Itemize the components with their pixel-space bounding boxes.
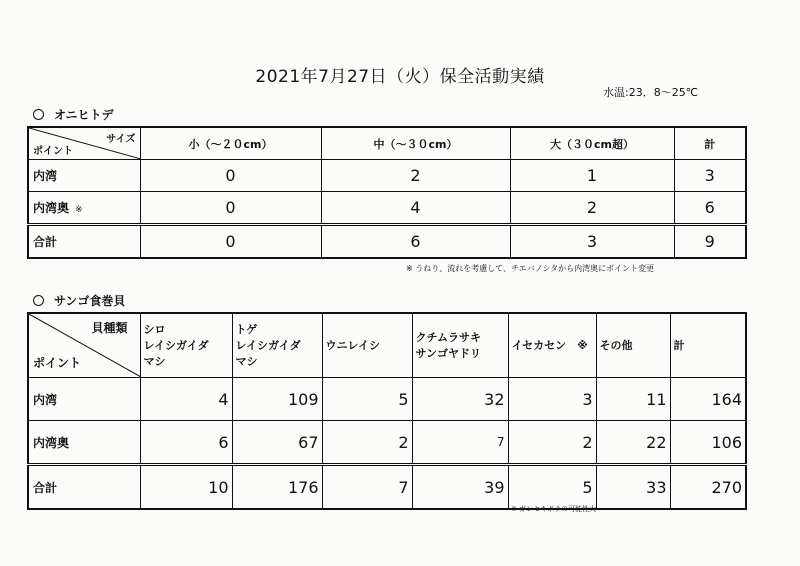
section-heading-coral-snails [33,292,125,309]
table-cell: 106 [670,421,746,465]
table-cell: 2 [508,421,596,465]
section1-note: ※ うねり、流れを考慮して、チエバノシタから内湾奥にポイント変更 [406,264,655,273]
row-label: 内湾 [28,160,140,192]
table-cell: 3 [508,378,596,421]
water-temperature: 水温:23．8～25℃ [603,86,699,99]
column-header [670,313,746,378]
header-line: クチムラサキ [415,330,481,344]
corner-top-label: 貝種類 [91,321,128,335]
header-line: その他 [599,338,633,352]
header-line: レイシガイダ [235,338,301,352]
table-cell: 22 [596,421,670,465]
corner-bottom-label: ポイント [33,356,82,370]
table-cell: 6 [140,421,232,465]
table-cell: 109 [232,378,322,421]
note-mark: ※ [75,205,83,215]
corner-bottom-label: ポイント [33,146,73,157]
row-label: 合計 [28,465,140,510]
table-cell: 10 [140,465,232,510]
table-cell: 5 [508,465,596,510]
circle-icon [33,295,44,306]
row-label: 内湾 [28,378,140,421]
table-cell: 7 [322,465,412,510]
header-line: ウニレイシ [325,338,380,352]
table-cell: 164 [670,378,746,421]
table-cell: 0 [140,192,321,225]
total-row [28,465,746,510]
table-cell: 6 [321,225,510,259]
table-cell: 7 [412,421,508,465]
header-line: トゲ [235,322,258,336]
column-header [596,313,670,378]
section-heading-crown-of-thorns [33,106,114,123]
total-row [28,225,746,259]
section2-heading: サンゴ食巻貝 [54,294,126,308]
table-cell: 1 [510,160,674,192]
table-cell: 3 [674,160,746,192]
table-cell: 6 [674,192,746,225]
row-label: 合計 [28,225,140,259]
table-cell: 2 [510,192,674,225]
table-cell: 39 [412,465,508,510]
table-cell: 4 [321,192,510,225]
table-cell: 9 [674,225,746,259]
corner-cell [28,313,140,378]
table-cell: 4 [140,378,232,421]
header-line: 計 [673,338,685,352]
table-header-row [28,127,746,160]
corner-top-label: サイズ [106,134,136,145]
column-header: 大（３０cm超） [510,127,674,160]
column-header [322,313,412,378]
table-row [28,192,746,225]
section1-heading: オニヒトデ [54,108,114,122]
table-cell: 3 [510,225,674,259]
header-line: マシ [235,354,258,368]
header-line: レイシガイダ [143,338,209,352]
row-label-text: 内湾奥 [33,201,70,215]
table-cell: 5 [322,378,412,421]
column-header [140,313,232,378]
page-title: 2021年7月27日（火）保全活動実績 [255,67,545,87]
column-header [508,313,596,378]
table-cell: 2 [321,160,510,192]
table-row [28,378,746,421]
table-cell: 0 [140,225,321,259]
circle-icon [33,109,44,120]
column-header [232,313,322,378]
column-header: 計 [674,127,746,160]
row-label [28,192,140,225]
section2-note: ※ ガンセキボラの可能性大 [511,505,597,513]
table-header-row [28,313,746,378]
table-cell: 67 [232,421,322,465]
header-line: サンゴヤドリ [415,346,481,360]
table-cell: 33 [596,465,670,510]
table-cell: 11 [596,378,670,421]
table-cell: 0 [140,160,321,192]
table-cell: 2 [322,421,412,465]
header-line: イセカセン ※ [511,338,588,352]
header-line: シロ [143,322,166,336]
corner-cell [28,127,140,160]
header-line: マシ [143,354,166,368]
table-row [28,160,746,192]
snail-table [27,312,747,510]
starfish-table [27,126,747,259]
column-header: 中（～３０cm） [321,127,510,160]
column-header [412,313,508,378]
table-cell: 176 [232,465,322,510]
table-cell: 270 [670,465,746,510]
table-cell: 32 [412,378,508,421]
row-label: 内湾奥 [28,421,140,465]
column-header: 小（～２０cm） [140,127,321,160]
table-row [28,421,746,465]
